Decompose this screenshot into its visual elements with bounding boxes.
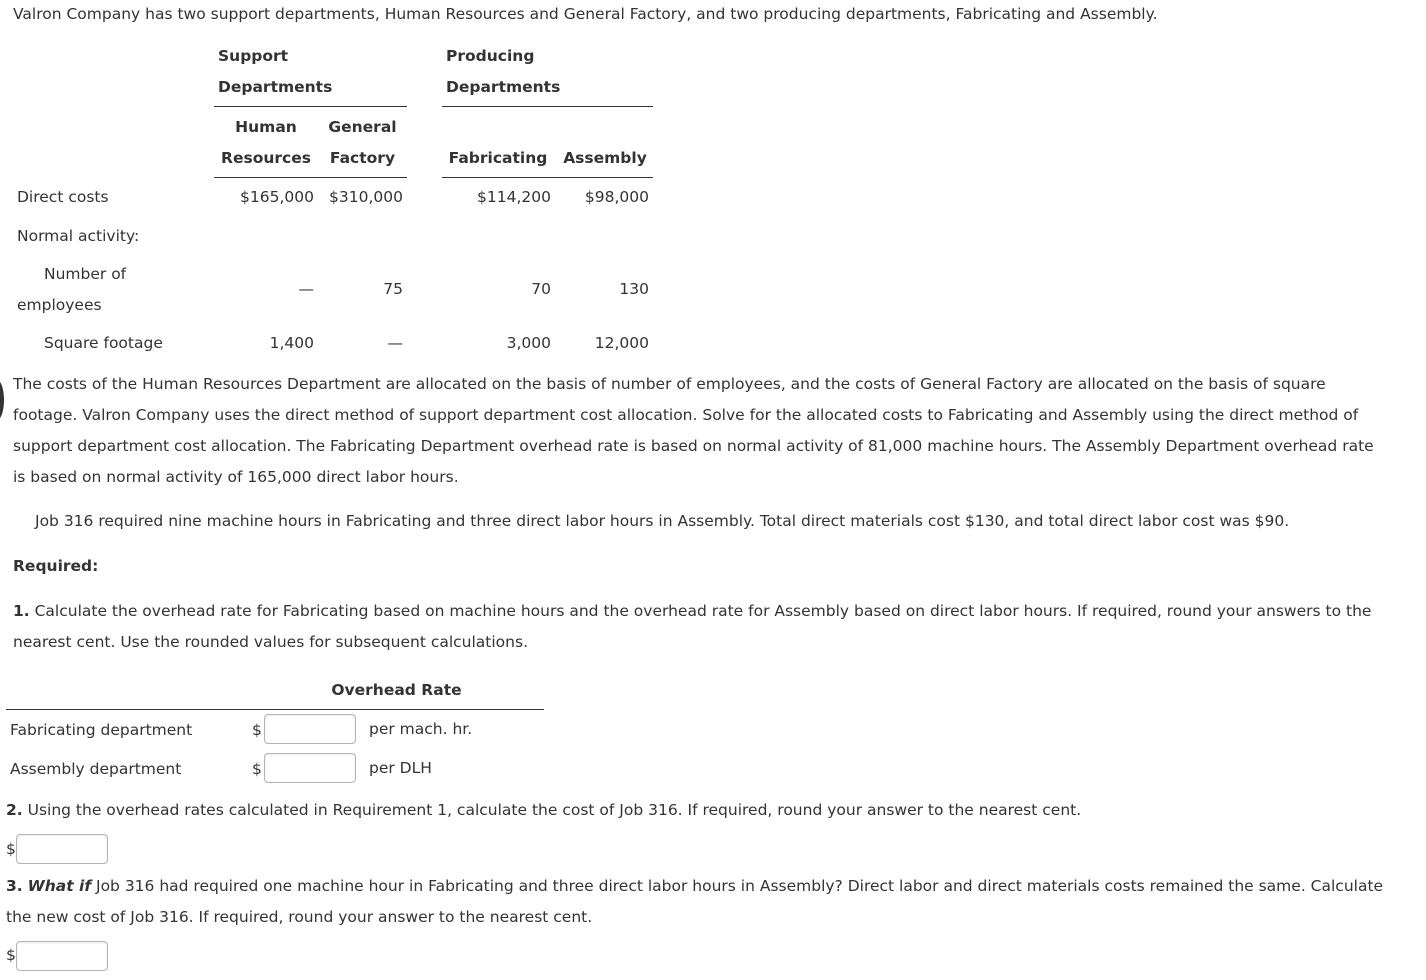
direct-costs-fab: $114,200 <box>477 188 551 206</box>
overhead-rate-rule <box>6 709 544 710</box>
producing-group-rule <box>442 106 653 107</box>
direct-costs-hr: $165,000 <box>240 188 314 206</box>
col-hr-line1: Human <box>235 118 297 136</box>
employees-fab: 70 <box>531 280 551 298</box>
square-footage-asm: 12,000 <box>594 334 649 352</box>
col-hr-line2: Resources <box>221 149 311 167</box>
fabricating-rate-unit: per mach. hr. <box>369 720 473 738</box>
assembly-rate-unit: per DLH <box>369 759 432 777</box>
requirement-3-text <box>6 871 1386 933</box>
overhead-rate-header: Overhead Rate <box>331 681 462 699</box>
job-paragraph: Job 316 required nine machine hours in Fabricating and three direct labor hours in Assembly. Total direct materials cost $130, and total direct labor cost was $90. <box>35 512 1290 530</box>
left-edge-marker <box>0 380 4 420</box>
row-normal-activity-label: Normal activity: <box>17 227 140 245</box>
group-support-line1: Support <box>218 47 289 65</box>
requirement-2-number: 2. <box>6 801 23 819</box>
requirement-2-body: Using the overhead rates calculated in Requirement 1, calculate the cost of Job 316. If required, round your answer to the nearest cent. <box>22 801 1082 819</box>
allocation-paragraph: The costs of the Human Resources Department are allocated on the basis of number of employees, and the costs of General Factory are allocated on the basis of square footage. Valron Company uses the direct method of support department cost allocation. Solve for the allocated costs to Fabricating and Assembly using the direct method of support department cost allocation. The Fabricating Department overhead rate is based on normal activity of 81,000 machine hours. The Assembly Department overhead rate is based on normal activity of 165,000 direct labor hours. <box>13 375 1374 486</box>
col-gf-line2: Factory <box>329 149 396 167</box>
col-fabricating: Fabricating <box>448 149 548 167</box>
requirement-1-text <box>13 596 1388 658</box>
row-employees-label-line1: Number of <box>44 265 127 283</box>
group-support-line2: Departments <box>218 78 333 96</box>
row-employees-label-line2: employees <box>17 296 102 314</box>
producing-header-rule <box>442 177 653 178</box>
intro-text: Valron Company has two support departments, Human Resources and General Factory, and two producing departments, Fabricating and Assembly. <box>13 5 1158 23</box>
requirement-3-whatif: What if <box>27 877 92 895</box>
assembly-rate-label: Assembly department <box>10 760 182 778</box>
direct-costs-asm: $98,000 <box>584 188 649 206</box>
requirement-1-body: Calculate the overhead rate for Fabricating based on machine hours and the overhead rate for Assembly based on direct labor hours. If required, round your answers to the nearest cent. Use the rounded values for subsequent calculations. <box>13 602 1372 651</box>
employees-asm: 130 <box>619 280 649 298</box>
direct-costs-gf: $310,000 <box>329 188 403 206</box>
requirement-2-text <box>6 801 1081 819</box>
assembly-rate-currency: $ <box>252 760 262 778</box>
square-footage-gf: — <box>387 334 403 352</box>
support-header-rule <box>214 177 407 178</box>
requirement-3-number: 3. <box>6 877 23 895</box>
job-cost-currency: $ <box>6 840 16 858</box>
employees-gf: 75 <box>383 280 403 298</box>
col-assembly: Assembly <box>563 149 647 167</box>
row-square-footage-label: Square footage <box>44 334 163 352</box>
assembly-rate-input[interactable] <box>264 753 356 783</box>
fabricating-rate-input[interactable] <box>264 714 356 744</box>
new-job-cost-input[interactable] <box>16 941 108 971</box>
group-producing-line1: Producing <box>446 47 535 65</box>
employees-hr: — <box>298 280 314 298</box>
row-direct-costs-label: Direct costs <box>17 188 109 206</box>
job-cost-input[interactable] <box>16 834 108 864</box>
fabricating-rate-currency: $ <box>252 721 262 739</box>
support-group-rule <box>214 106 407 107</box>
requirement-3-body: Job 316 had required one machine hour in Fabricating and three direct labor hours in Assembly? Direct labor and direct materials costs remained the same. Calculate the new cost of Job 316. If required, round your answer to the nearest cent. <box>6 877 1384 926</box>
square-footage-hr: 1,400 <box>269 334 314 352</box>
new-job-cost-currency: $ <box>6 946 16 964</box>
requirement-1-number: 1. <box>13 602 30 620</box>
col-gf-line1: General <box>328 118 397 136</box>
group-producing-line2: Departments <box>446 78 561 96</box>
square-footage-fab: 3,000 <box>506 334 551 352</box>
fabricating-rate-label: Fabricating department <box>10 721 193 739</box>
required-heading: Required: <box>13 557 99 575</box>
